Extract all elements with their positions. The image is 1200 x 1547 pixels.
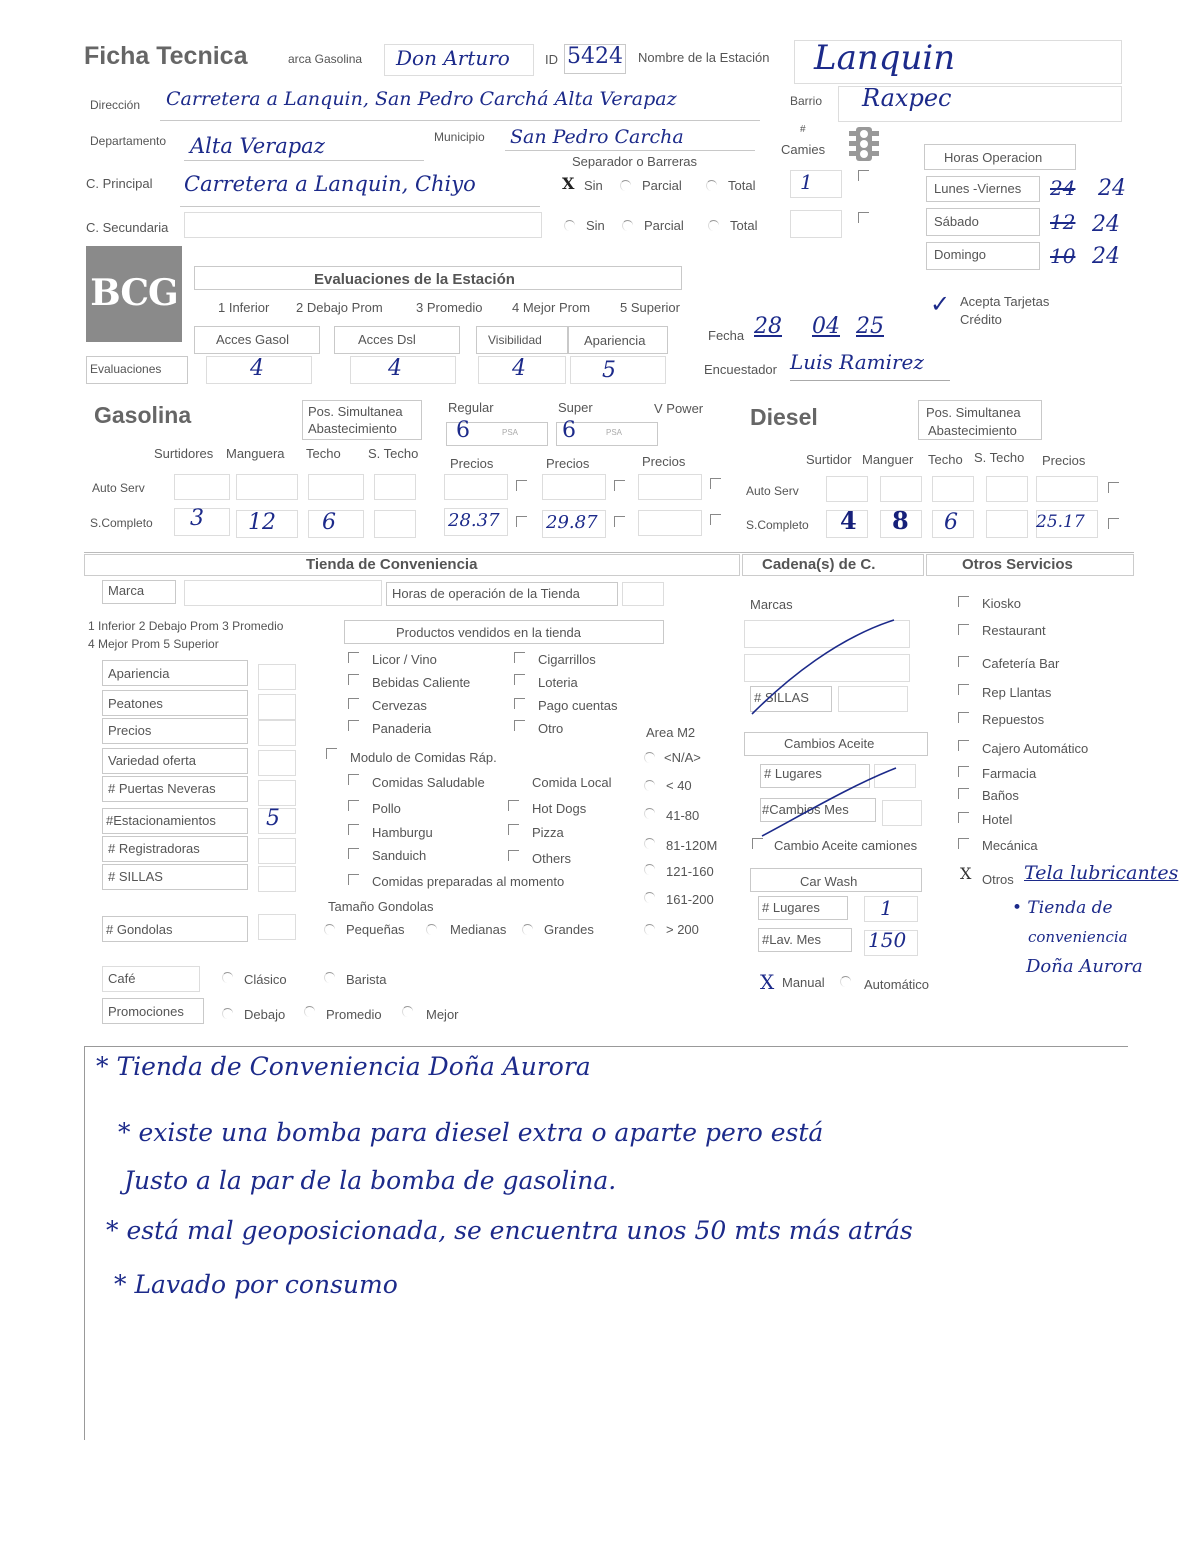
- gas-as-vpower-check[interactable]: [710, 478, 721, 489]
- prod-cervezas-check[interactable]: [348, 698, 359, 709]
- c-principal-value: Carretera a Lanquin, Chiyo: [184, 172, 476, 196]
- gas-col-surtidores: Surtidores: [154, 446, 214, 461]
- c-principal-total-radio[interactable]: [706, 180, 717, 191]
- carwash-title: Car Wash: [800, 874, 858, 889]
- dsl-as-check[interactable]: [1108, 482, 1119, 493]
- modulo-comidas-check[interactable]: [326, 748, 337, 759]
- otros-kiosko: Kiosko: [982, 596, 1022, 611]
- otros-cafeteria-check[interactable]: [958, 656, 969, 667]
- dsl-as-manguer[interactable]: [880, 476, 922, 502]
- cadena-title: Cadena(s) de C.: [762, 556, 876, 573]
- comidas-saludable: Comidas Saludable: [372, 775, 485, 790]
- modulo-comidas-label: Modulo de Comidas Ráp.: [350, 750, 497, 765]
- eval-col-apariencia-label: Apariencia: [584, 333, 646, 348]
- eval-scale-3: 3 Promedio: [416, 300, 483, 315]
- dsl-price-value: 25.17: [1036, 512, 1085, 532]
- dsl-pos-sim-2: Abastecimiento: [928, 423, 1017, 438]
- manual-label: Manual: [782, 975, 825, 990]
- rating-sillas-field[interactable]: [258, 866, 296, 892]
- otros-llantas-check[interactable]: [958, 684, 969, 695]
- dsl-as-price[interactable]: [1036, 476, 1098, 502]
- productos-label: Productos vendidos en la tienda: [396, 625, 582, 640]
- area-121-160-radio[interactable]: [644, 864, 655, 875]
- comidas-preparadas-check[interactable]: [348, 874, 359, 885]
- fecha-month: 04: [812, 314, 840, 339]
- otros-repuestos-check[interactable]: [958, 712, 969, 723]
- rating-precios-field[interactable]: [258, 720, 296, 746]
- comida-pizza: Pizza: [532, 825, 564, 840]
- lav-mes-value: 150: [868, 928, 907, 952]
- c-secundaria-sin: Sin: [586, 218, 605, 233]
- area-m2-label: Area M2: [646, 725, 696, 740]
- prod-bebidas-check[interactable]: [348, 674, 359, 685]
- cambio-camiones-label: Cambio Aceite camiones: [774, 838, 918, 853]
- tarjetas-label-2: Crédito: [960, 312, 1002, 327]
- promo-mejor-radio[interactable]: [402, 1006, 413, 1017]
- dsl-as-techo[interactable]: [932, 476, 974, 502]
- note-line-4: * está mal geoposicionada, se encuentra unos 50 mts más atrás: [106, 1216, 913, 1245]
- c-secundaria-parcial-radio[interactable]: [622, 220, 633, 231]
- comidas-saludable-check[interactable]: [348, 774, 359, 785]
- rating-peatones-label: Peatones: [108, 696, 163, 711]
- eval-visibilidad-value: 4: [512, 356, 526, 381]
- gas-vpower-label: V Power: [654, 401, 704, 416]
- tienda-marca-label: Marca: [108, 583, 145, 598]
- gas-surtidores-value: 3: [190, 506, 204, 531]
- otros-title: Otros Servicios: [962, 556, 1073, 573]
- promo-mejor: Mejor: [426, 1007, 459, 1022]
- marca-gasolina-label: arca Gasolina: [288, 52, 363, 66]
- gas-sc-vpower-check[interactable]: [710, 514, 721, 525]
- prod-panaderia: Panaderia: [372, 721, 432, 736]
- rating-variedad-field[interactable]: [258, 750, 296, 776]
- c-secundaria-sin-radio[interactable]: [564, 220, 575, 231]
- cw-lugares-label: # Lugares: [762, 900, 820, 915]
- rating-registradoras-label: # Registradoras: [108, 841, 200, 856]
- cambios-lugares-label: # Lugares: [764, 766, 822, 781]
- otros-llantas: Rep Llantas: [982, 685, 1052, 700]
- rating-apariencia-label: Apariencia: [108, 666, 170, 681]
- departamento-value: Alta Verapaz: [190, 134, 325, 158]
- eval-apariencia-value: 5: [602, 358, 616, 383]
- prod-panaderia-check[interactable]: [348, 720, 359, 731]
- eval-scale-4: 4 Mejor Prom: [512, 300, 591, 315]
- note-line-2: * existe una bomba para diesel extra o aparte pero está: [118, 1118, 824, 1147]
- note-line-5: * Lavado por consumo: [114, 1270, 398, 1299]
- barrio-label: Barrio: [790, 94, 823, 108]
- otros-restaurant-check[interactable]: [958, 624, 969, 635]
- estacionamientos-value: 5: [266, 806, 280, 831]
- municipio-value: San Pedro Carcha: [510, 126, 684, 148]
- prod-otro-check[interactable]: [514, 720, 525, 731]
- gas-techo-value: 6: [322, 510, 336, 535]
- gas-super-price: 29.87: [546, 512, 598, 533]
- dsl-manguer-value: 8: [892, 506, 909, 535]
- area-161-200-radio[interactable]: [644, 892, 655, 903]
- comida-pollo: Pollo: [372, 801, 401, 816]
- cw-lugares-value: 1: [880, 896, 893, 920]
- area-40-radio[interactable]: [644, 780, 655, 791]
- promociones-label: Promociones: [108, 1004, 184, 1019]
- cambios-aceite-title: Cambios Aceite: [784, 736, 875, 751]
- prod-cigarrillos: Cigarrillos: [538, 652, 596, 667]
- cambios-strike-line: [760, 766, 900, 843]
- gas-as-super-check[interactable]: [614, 480, 625, 491]
- area-41-80-radio[interactable]: [644, 808, 655, 819]
- c-secundaria-label: C. Secundaria: [86, 220, 169, 235]
- tamano-pequenas: Pequeñas: [346, 922, 405, 937]
- bcg-logo: [86, 246, 182, 342]
- eval-scale-5: 5 Superior: [620, 300, 680, 315]
- promo-debajo: Debajo: [244, 1007, 286, 1022]
- otros-otros-label: Otros: [982, 872, 1014, 887]
- c-secundaria-total: Total: [730, 218, 758, 233]
- tienda-title: Tienda de Conveniencia: [306, 556, 478, 573]
- gas-sc-super-check[interactable]: [614, 516, 625, 527]
- prod-pago-check[interactable]: [514, 698, 525, 709]
- otros-note-2: • Tienda de: [1012, 898, 1113, 918]
- gas-col-stecho: S. Techo: [368, 446, 419, 461]
- gas-as-surtidores[interactable]: [174, 474, 230, 500]
- evaluaciones-title: Evaluaciones de la Estación: [314, 271, 515, 288]
- sabado-value: 24: [1092, 212, 1120, 237]
- automatico-radio[interactable]: [840, 976, 851, 987]
- nombre-estacion-value: Lanquin: [814, 38, 956, 78]
- rating-estacionamientos-label: #Estacionamientos: [106, 813, 216, 828]
- gas-regular-price: 28.37: [448, 510, 500, 531]
- gas-col-manguera: Manguera: [226, 446, 285, 461]
- camiones-secundaria-field[interactable]: [790, 210, 842, 238]
- tienda-scale-2: 4 Mejor Prom 5 Superior: [88, 637, 219, 651]
- gas-s-completo-label: S.Completo: [90, 516, 153, 530]
- fecha-day: 28: [754, 314, 782, 339]
- dsl-s-completo-label: S.Completo: [746, 518, 809, 532]
- gas-sc-stecho[interactable]: [374, 510, 416, 538]
- otros-mecanica-check[interactable]: [958, 838, 969, 849]
- promo-debajo-radio[interactable]: [222, 1008, 233, 1019]
- gas-as-regular-check[interactable]: [516, 480, 527, 491]
- gas-manguera-value: 12: [248, 510, 276, 535]
- area-na-radio[interactable]: [644, 752, 655, 763]
- fecha-label: Fecha: [708, 328, 745, 343]
- cafe-label: Café: [108, 971, 136, 986]
- dsl-sc-check[interactable]: [1108, 518, 1119, 529]
- lunes-viernes-label: Lunes -Viernes: [934, 181, 1022, 196]
- domingo-value: 24: [1092, 244, 1120, 269]
- evaluaciones-row-label: Evaluaciones: [90, 362, 162, 376]
- gas-regular-label: Regular: [448, 400, 494, 415]
- c-secundaria-total-radio[interactable]: [708, 220, 719, 231]
- eval-apariencia-field[interactable]: [570, 356, 666, 384]
- prod-licor: Licor / Vino: [372, 652, 437, 667]
- traffic-light-icon: [848, 126, 880, 165]
- gas-as-techo[interactable]: [308, 474, 364, 500]
- lunes-viernes-value: 24: [1098, 176, 1126, 201]
- tamano-grandes-radio[interactable]: [522, 924, 533, 935]
- dsl-col-manguer: Manguer: [862, 452, 914, 467]
- lunes-viernes-struck: 24: [1050, 176, 1076, 200]
- cafe-barista: Barista: [346, 972, 387, 987]
- camiones-principal-checkbox[interactable]: [858, 170, 869, 181]
- c-principal-sin[interactable]: Sin: [584, 178, 603, 193]
- tamano-grandes: Grandes: [544, 922, 594, 937]
- otros-restaurant: Restaurant: [982, 623, 1046, 638]
- prod-loteria: Loteria: [538, 675, 578, 690]
- c-principal-sin-mark: X: [562, 174, 575, 193]
- rating-apariencia-field[interactable]: [258, 664, 296, 690]
- promo-promedio: Promedio: [326, 1007, 382, 1022]
- diesel-title: Diesel: [750, 404, 818, 430]
- area-200-radio[interactable]: [644, 924, 655, 935]
- rating-puertas-label: # Puertas Neveras: [108, 781, 216, 796]
- c-principal-total: Total: [728, 178, 756, 193]
- otros-banos: Baños: [982, 788, 1019, 803]
- comida-pizza-check[interactable]: [508, 824, 519, 835]
- dsl-precios: Precios: [1042, 453, 1086, 468]
- comida-pollo-check[interactable]: [348, 800, 359, 811]
- prod-loteria-check[interactable]: [514, 674, 525, 685]
- dsl-as-surtidor[interactable]: [826, 476, 868, 502]
- eval-col-acces-gasol-label: Acces Gasol: [216, 332, 289, 347]
- otros-cafeteria: Cafetería Bar: [982, 656, 1060, 671]
- bcg-logo-text: BCG: [90, 272, 178, 314]
- otros-hotel-check[interactable]: [958, 812, 969, 823]
- gas-super-precios: Precios: [546, 456, 590, 471]
- comida-local: Comida Local: [532, 775, 612, 790]
- tarjetas-check[interactable]: ✓: [930, 290, 951, 318]
- domingo-label: Domingo: [934, 247, 987, 262]
- gas-regular-pos-value: 6: [456, 418, 470, 443]
- area-200: > 200: [666, 922, 699, 937]
- area-81-120: 81-120M: [666, 838, 718, 853]
- prod-otro: Otro: [538, 721, 564, 736]
- eval-acces-dsl-field[interactable]: [350, 356, 456, 384]
- comidas-preparadas: Comidas preparadas al momento: [372, 874, 565, 889]
- dsl-col-techo: Techo: [928, 452, 963, 467]
- cambios-mes-label: #Cambios Mes: [762, 802, 849, 817]
- prod-cigarrillos-check[interactable]: [514, 652, 525, 663]
- tamano-medianas: Medianas: [450, 922, 507, 937]
- rating-variedad-label: Variedad oferta: [108, 753, 196, 768]
- cafe-barista-radio[interactable]: [324, 972, 335, 983]
- dsl-techo-value: 6: [944, 510, 958, 535]
- gas-regular-psa: PSA: [502, 428, 519, 437]
- eval-acces-dsl-value: 4: [388, 356, 402, 381]
- horas-operacion-title: Horas Operacion: [944, 150, 1043, 165]
- comida-hamburgu: Hamburgu: [372, 825, 433, 840]
- gas-sc-techo[interactable]: [308, 510, 364, 538]
- rating-registradoras-field[interactable]: [258, 838, 296, 864]
- c-principal-parcial-radio[interactable]: [620, 180, 631, 191]
- otros-note-3: conveniencia: [1028, 928, 1128, 946]
- prod-licor-check[interactable]: [348, 652, 359, 663]
- departamento-label: Departamento: [90, 134, 167, 148]
- gas-sc-vpower-price[interactable]: [638, 510, 702, 536]
- cadena-sillas-label: # SILLAS: [754, 690, 809, 705]
- direccion-value: Carretera a Lanquin, San Pedro Carchá Alta Verapaz: [166, 88, 677, 110]
- gas-auto-serv-label: Auto Serv: [92, 481, 145, 495]
- gas-pos-sim-2: Abastecimiento: [308, 421, 397, 436]
- comida-hotdogs: Hot Dogs: [532, 801, 587, 816]
- id-value: 5424: [567, 44, 623, 69]
- marca-gasolina-value: Don Arturo: [396, 46, 510, 70]
- rating-peatones-field[interactable]: [258, 694, 296, 720]
- rating-sillas-label: # SILLAS: [108, 869, 163, 884]
- comida-hotdogs-check[interactable]: [508, 800, 519, 811]
- gas-super-pos-value: 6: [562, 418, 576, 443]
- gas-as-regular-price[interactable]: [444, 474, 508, 500]
- area-40: < 40: [666, 778, 692, 793]
- gas-sc-regular-check[interactable]: [516, 516, 527, 527]
- dsl-col-stecho: S. Techo: [974, 450, 1025, 465]
- comida-others-check[interactable]: [508, 850, 519, 861]
- otros-repuestos: Repuestos: [982, 712, 1045, 727]
- cafe-clasico-radio[interactable]: [222, 972, 233, 983]
- encuestador-value: Luis Ramirez: [790, 350, 924, 374]
- eval-col-acces-dsl-label: Acces Dsl: [358, 332, 416, 347]
- otros-farmacia-check[interactable]: [958, 766, 969, 777]
- prod-pago: Pago cuentas: [538, 698, 618, 713]
- cambio-camiones-check[interactable]: [752, 838, 763, 849]
- tamano-pequenas-radio[interactable]: [324, 924, 335, 935]
- gas-super-label: Super: [558, 400, 593, 415]
- prod-bebidas: Bebidas Caliente: [372, 675, 471, 690]
- gas-pos-sim-1: Pos. Simultanea: [308, 404, 403, 419]
- dsl-col-surtidor: Surtidor: [806, 452, 852, 467]
- c-secundaria-parcial: Parcial: [644, 218, 684, 233]
- area-na: <N/A>: [664, 750, 701, 765]
- gondolas-label: # Gondolas: [106, 922, 173, 937]
- separador-label: Separador o Barreras: [572, 154, 698, 169]
- area-161-200: 161-200: [666, 892, 714, 907]
- dsl-as-stecho[interactable]: [986, 476, 1028, 502]
- tienda-horas-label: Horas de operación de la Tienda: [392, 586, 580, 601]
- rating-puertas-field[interactable]: [258, 780, 296, 806]
- c-principal-parcial: Parcial: [642, 178, 682, 193]
- camiones-principal-value: 1: [800, 170, 813, 194]
- gas-as-manguera[interactable]: [236, 474, 298, 500]
- direccion-label: Dirección: [90, 98, 141, 112]
- dsl-surtidor-value: 4: [840, 506, 857, 535]
- cadena-marcas-label: Marcas: [750, 597, 793, 612]
- c-secundaria-field[interactable]: [184, 212, 542, 238]
- gondolas-field[interactable]: [258, 914, 296, 940]
- tienda-marca-field[interactable]: [184, 580, 382, 606]
- note-line-1: * Tienda de Conveniencia Doña Aurora: [96, 1052, 591, 1081]
- nombre-estacion-label: Nombre de la Estación: [638, 50, 770, 65]
- c-principal-label: C. Principal: [86, 176, 153, 191]
- dsl-pos-sim-1: Pos. Simultanea: [926, 405, 1021, 420]
- fecha-year: 25: [856, 314, 884, 339]
- promo-promedio-radio[interactable]: [304, 1006, 315, 1017]
- dsl-sc-stecho[interactable]: [986, 510, 1028, 538]
- camiones-secundaria-checkbox[interactable]: [858, 212, 869, 223]
- page-title: Ficha Tecnica: [84, 42, 248, 70]
- barrio-value: Raxpec: [862, 84, 952, 112]
- otros-farmacia: Farmacia: [982, 766, 1037, 781]
- otros-cajero-check[interactable]: [958, 740, 969, 751]
- gas-col-techo: Techo: [306, 446, 341, 461]
- gasolina-title: Gasolina: [94, 402, 192, 428]
- prod-cervezas: Cervezas: [372, 698, 427, 713]
- encuestador-label: Encuestador: [704, 362, 777, 377]
- otros-kiosko-check[interactable]: [958, 596, 969, 607]
- comida-others: Others: [532, 851, 572, 866]
- tienda-horas-field[interactable]: [622, 582, 664, 606]
- otros-hotel: Hotel: [982, 812, 1013, 827]
- tamano-medianas-radio[interactable]: [426, 924, 437, 935]
- comida-hamburgu-check[interactable]: [348, 824, 359, 835]
- cadena-strike-line: [748, 618, 898, 721]
- comida-sanduich: Sanduich: [372, 848, 427, 863]
- sabado-label: Sábado: [934, 214, 979, 229]
- rating-precios-label: Precios: [108, 723, 152, 738]
- gas-super-psa: PSA: [606, 428, 623, 437]
- gas-regular-precios: Precios: [450, 456, 494, 471]
- otros-mecanica: Mecánica: [982, 838, 1038, 853]
- eval-scale-1: 1 Inferior: [218, 300, 270, 315]
- gas-as-vpower-price[interactable]: [638, 474, 702, 500]
- area-81-120-radio[interactable]: [644, 838, 655, 849]
- gas-as-stecho[interactable]: [374, 474, 416, 500]
- otros-cajero: Cajero Automático: [982, 741, 1089, 756]
- otros-note-4: Doña Aurora: [1026, 956, 1143, 977]
- area-121-160: 121-160: [666, 864, 714, 879]
- gas-as-super-price[interactable]: [542, 474, 606, 500]
- note-line-3: Justo a la par de la bomba de gasolina.: [124, 1166, 617, 1195]
- lav-mes-label: #Lav. Mes: [762, 932, 822, 947]
- tienda-scale-1: 1 Inferior 2 Debajo Prom 3 Promedio: [88, 619, 284, 633]
- eval-acces-gasol-value: 4: [250, 356, 264, 381]
- sabado-struck: 12: [1050, 210, 1076, 234]
- cafe-clasico: Clásico: [244, 972, 287, 987]
- automatico-label: Automático: [864, 977, 930, 992]
- otros-otros-mark[interactable]: X: [960, 864, 972, 883]
- municipio-label: Municipio: [434, 130, 485, 144]
- area-41-80: 41-80: [666, 808, 700, 823]
- eval-scale-2: 2 Debajo Prom: [296, 300, 383, 315]
- tamano-gondolas-label: Tamaño Gondolas: [328, 899, 434, 914]
- dsl-auto-serv-label: Auto Serv: [746, 484, 799, 498]
- camiones-principal-field[interactable]: [790, 170, 842, 198]
- manual-mark[interactable]: X: [760, 970, 775, 994]
- otros-banos-check[interactable]: [958, 788, 969, 799]
- otros-note-1: Tela lubricantes: [1024, 862, 1179, 884]
- eval-col-visibilidad-label: Visibilidad: [488, 333, 542, 347]
- camiones-label: Camies: [781, 142, 826, 157]
- tarjetas-label-1: Acepta Tarjetas: [960, 294, 1050, 309]
- domingo-struck: 10: [1050, 244, 1076, 268]
- camiones-hash: #: [800, 124, 806, 135]
- gas-vpower-precios: Precios: [642, 454, 686, 469]
- id-label: ID: [545, 52, 558, 67]
- comida-sanduich-check[interactable]: [348, 848, 359, 859]
